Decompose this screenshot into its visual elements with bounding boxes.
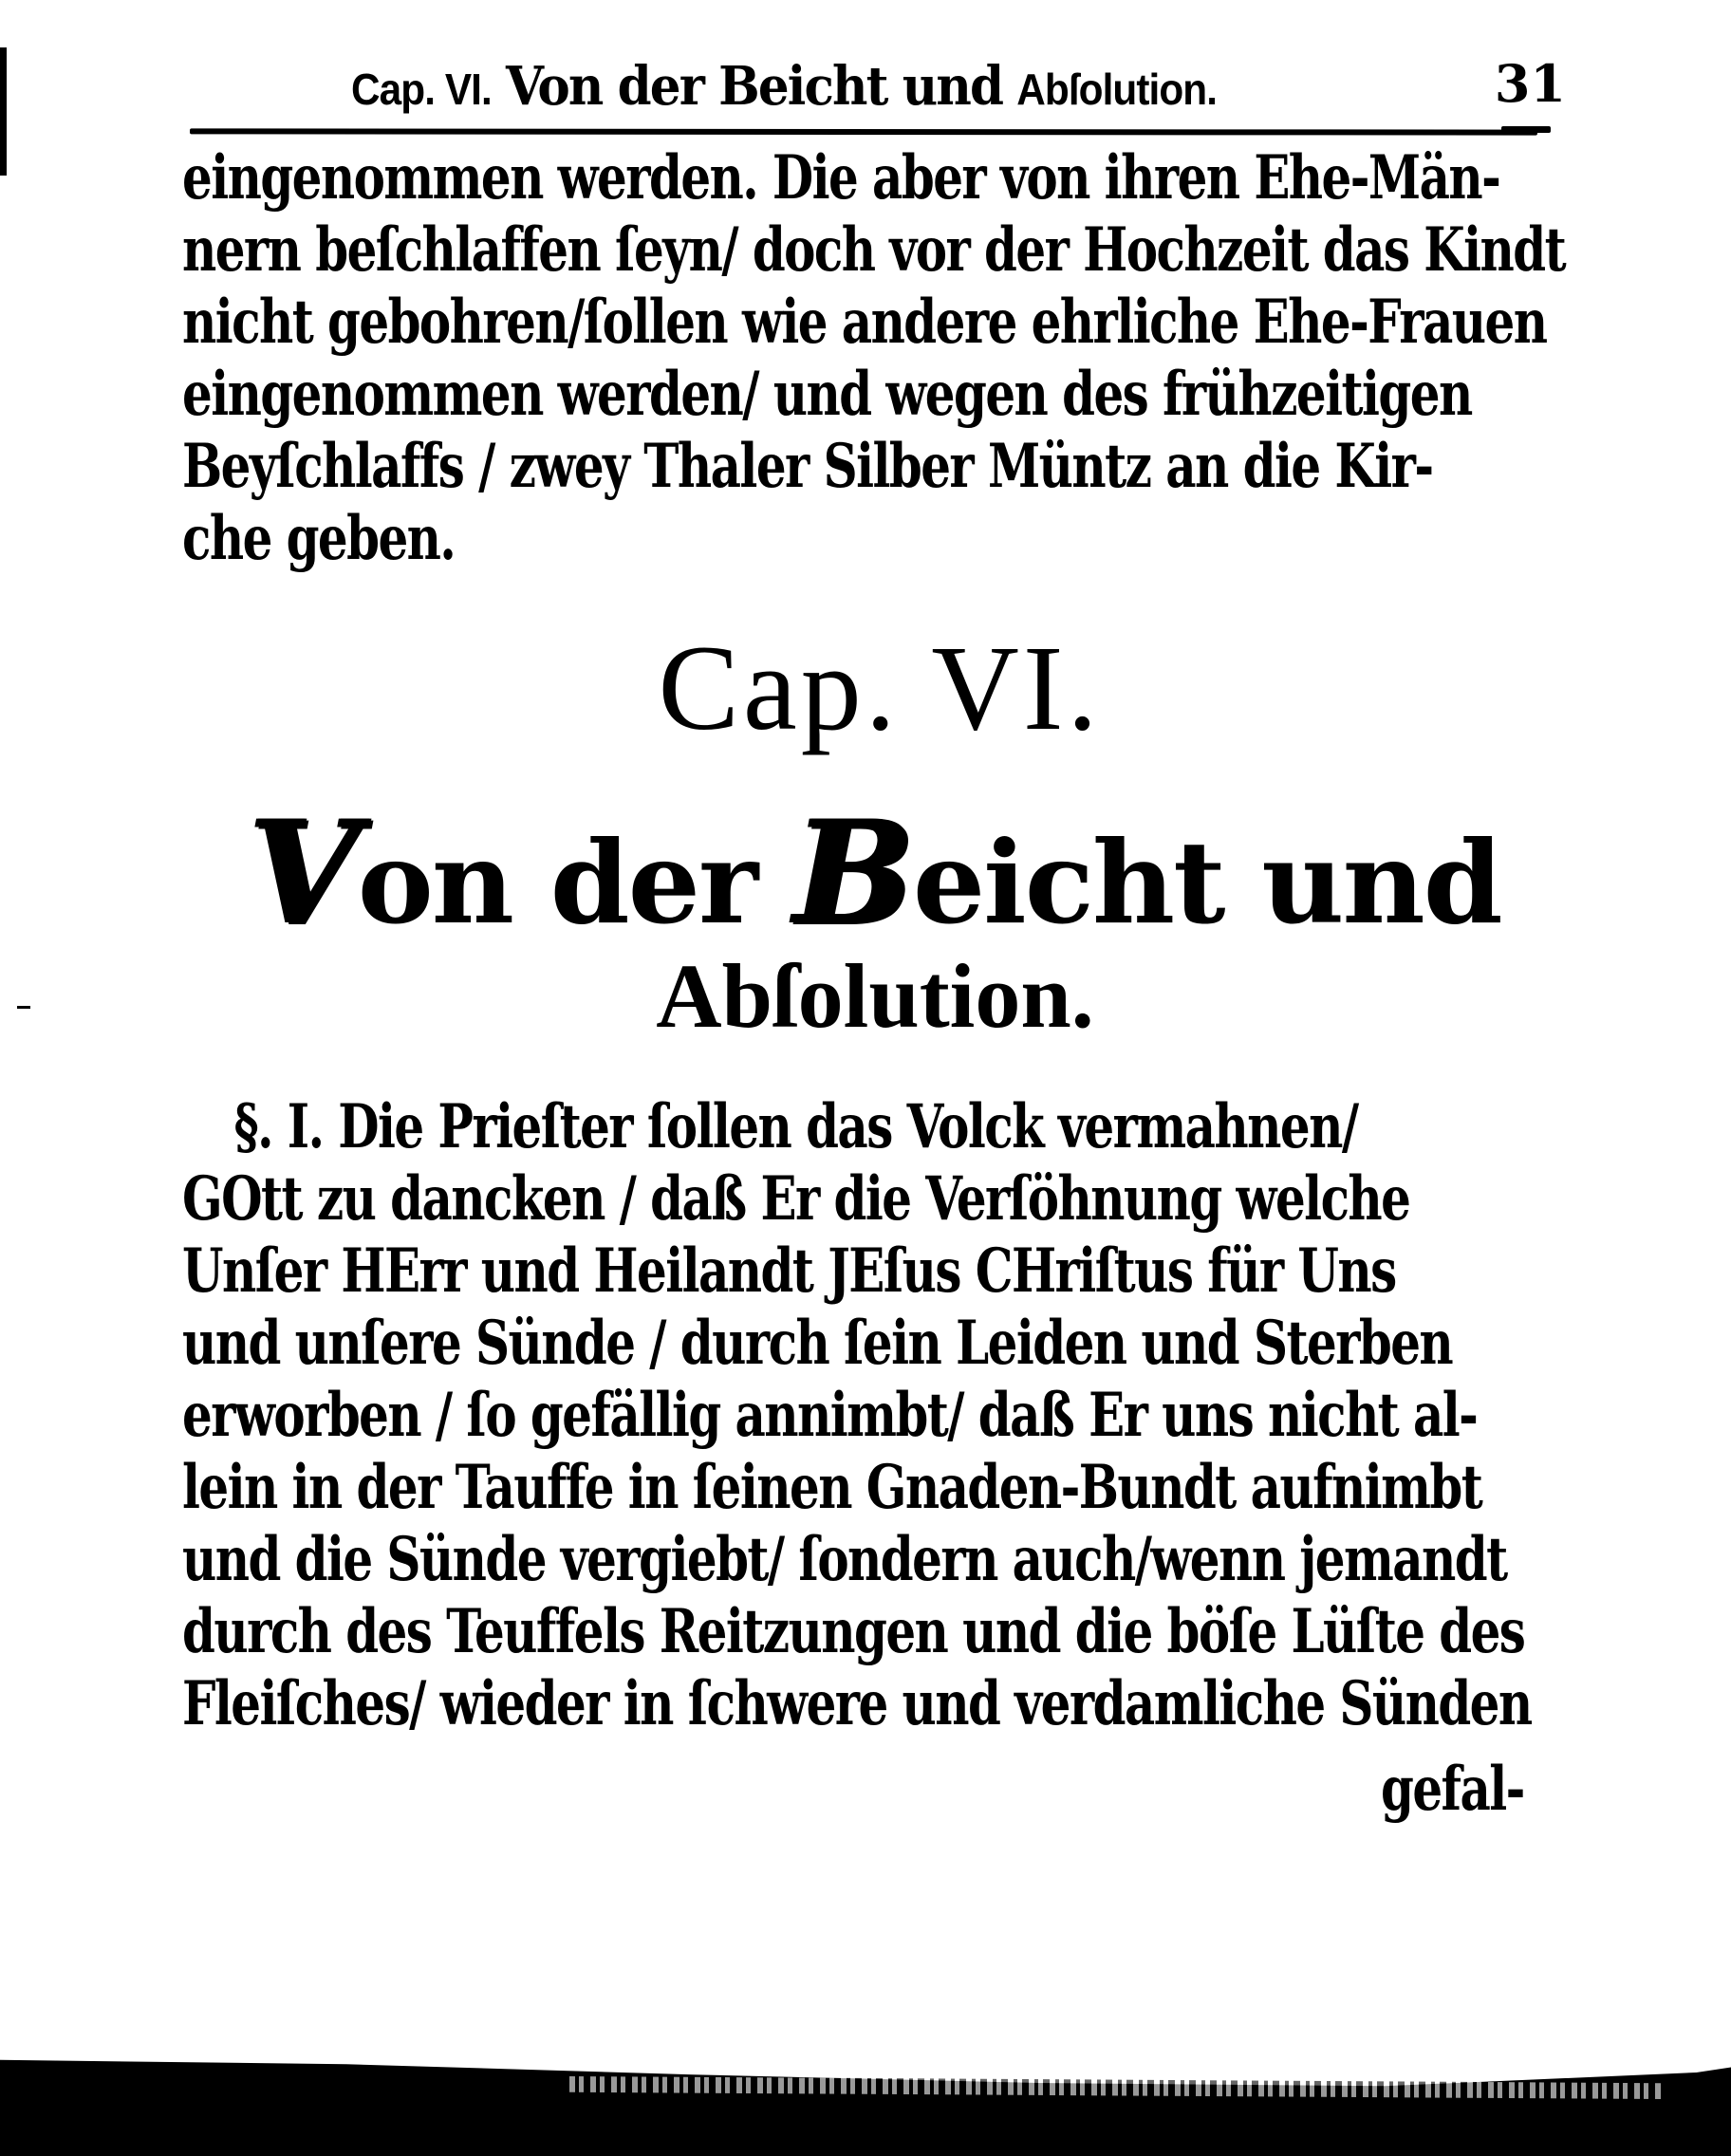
text-line: nicht gebohren/ſollen wie andere ehrliche Ehe-Frauen bbox=[182, 287, 1547, 358]
running-header-title-roman: Abſolution. bbox=[1016, 65, 1218, 114]
scan-edge-artifact bbox=[0, 47, 7, 176]
text-line: durch des Teuffels Reitzungen und die böſe Lüſte des bbox=[182, 1596, 1525, 1667]
scan-bottom-edge bbox=[0, 2052, 1731, 2156]
text-line: GOtt zu dancken / daß Er die Verſöhnung welche bbox=[182, 1163, 1410, 1235]
chapter-number: Cap. VI. bbox=[658, 621, 1102, 755]
running-header-title-blackletter: Von der Beicht und bbox=[505, 55, 1003, 118]
text-line: und unſere Sünde / durch ſein Leiden und Sterben bbox=[182, 1308, 1453, 1379]
catchword: gefal- bbox=[1381, 1754, 1524, 1825]
running-header-chapter: Cap. VI. bbox=[351, 65, 492, 114]
text-line: und die Sünde vergiebt/ ſondern auch/wenn jemandt bbox=[182, 1524, 1507, 1595]
text-line: nern beſchlaffen ſeyn/ doch vor der Hochzeit das Kindt bbox=[182, 214, 1566, 286]
text-line: eingenommen werden/ und wegen des frühzeitigen bbox=[182, 359, 1472, 430]
text-line: che geben. bbox=[182, 503, 456, 574]
page-number: 31 bbox=[1494, 53, 1566, 114]
section-1-paragraph bbox=[182, 1091, 1532, 1740]
decorated-initial-b: B bbox=[794, 790, 913, 957]
decorated-initial-v: V bbox=[249, 790, 358, 957]
running-header bbox=[351, 47, 1566, 133]
running-header-title bbox=[351, 55, 1217, 118]
text-line: Beyſchlaffs / zwey Thaler Silber Müntz an die Kir- bbox=[182, 431, 1433, 502]
header-rule bbox=[190, 128, 1537, 135]
text-line: Fleiſches/ wieder in ſchwere und verdamliche Sünden bbox=[182, 1668, 1532, 1739]
chapter-title-part: on der bbox=[357, 816, 795, 950]
continued-paragraph bbox=[182, 142, 1565, 575]
chapter-title bbox=[0, 790, 1731, 957]
text-line: Unſer HErr und Heilandt JEſus CHriſtus für Uns bbox=[182, 1236, 1396, 1307]
chapter-subtitle: Abſolution. bbox=[656, 945, 1094, 1047]
text-line: lein in der Tauffe in ſeinen Gnaden-Bundt aufnimbt bbox=[182, 1452, 1482, 1523]
chapter-title-part: eicht und bbox=[912, 816, 1501, 950]
header-rule-ornament bbox=[1501, 126, 1551, 133]
text-line: erworben / ſo gefällig annimbt/ daß Er uns nicht al- bbox=[182, 1380, 1478, 1451]
text-line: §. I. Die Prieſter ſollen das Volck vermahnen/ bbox=[233, 1091, 1358, 1162]
text-line: eingenommen werden. Die aber von ihren Ehe-Män- bbox=[182, 142, 1500, 214]
